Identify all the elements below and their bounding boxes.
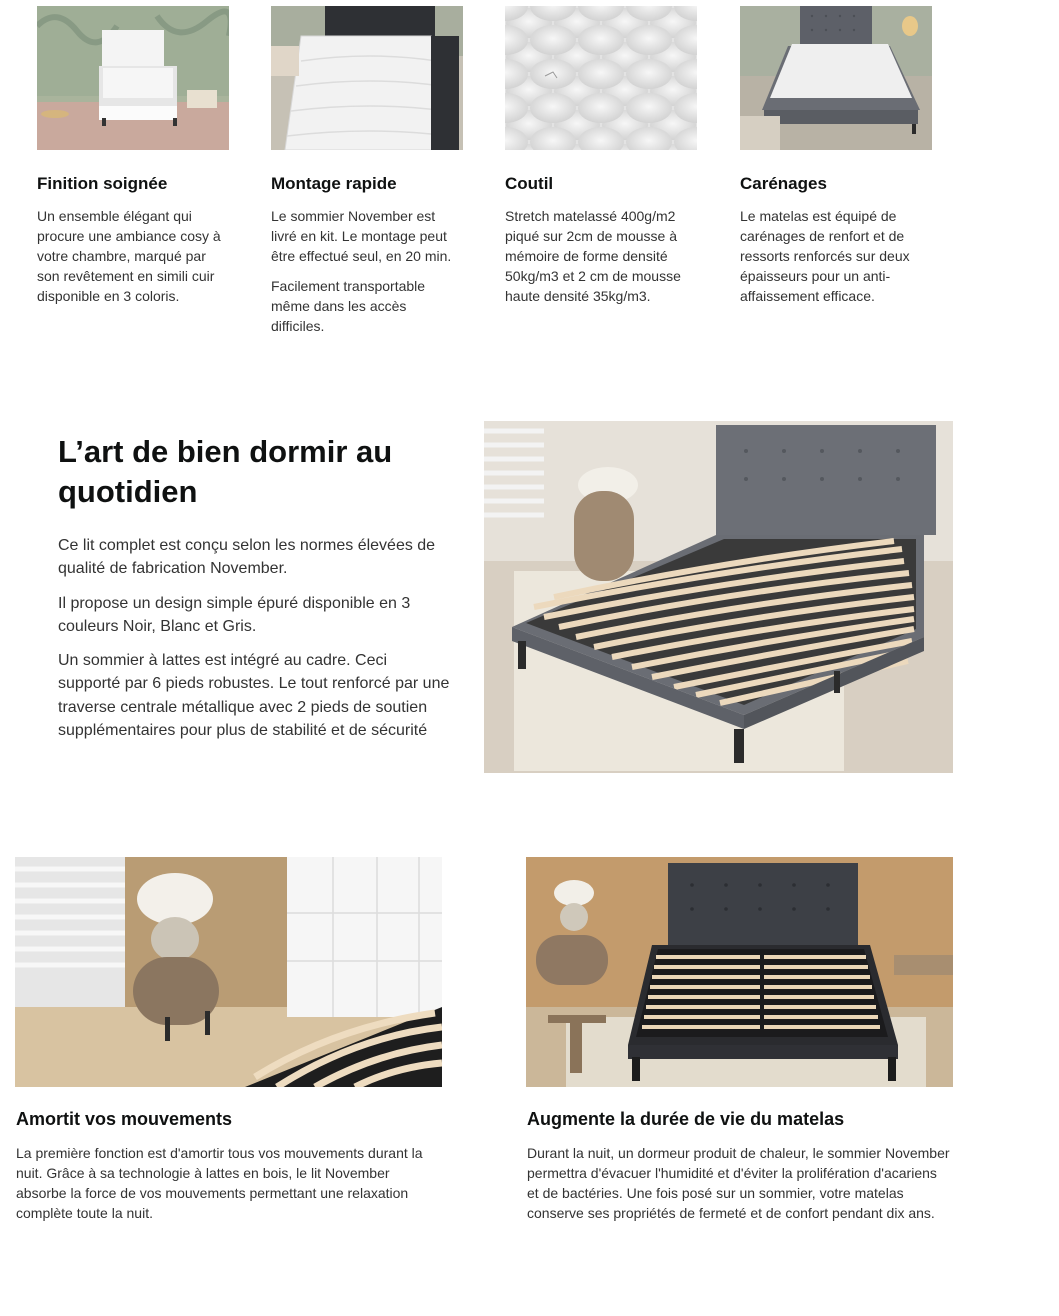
feature-title: Coutil (505, 174, 554, 193)
grey-bed-frame-slats-image[interactable] (484, 421, 953, 773)
feature-title: Augmente la durée de vie du matelas (527, 1109, 845, 1129)
white-bed-mattress-image[interactable] (37, 6, 229, 150)
feature-amortit (15, 857, 442, 1221)
grey-bed-mattress-image[interactable] (740, 6, 932, 150)
feature-title: Amortit vos mouvements (16, 1109, 233, 1129)
hero-body: Ce lit complet est conçu selon les normes élevées de qualité de fabrication November. Il propose un design simple épuré disponible en 3 couleurs Noir, Blanc et Gris. Un sommier à lattes est intégré au cadre. Ceci supporté par 6 pieds robustes. Le tout renforcé par une traverse centrale métallique avec 2 pieds de soutien supplémentaires pour plus de stabilité et de sécurité (58, 537, 450, 740)
quilted-fabric-closeup-image[interactable] (505, 6, 697, 150)
feature-duree-vie (526, 857, 953, 1221)
feature-title: Finition soignée (37, 174, 168, 193)
feature-title: Carénages (740, 174, 827, 193)
dark-bed-room-image[interactable] (526, 857, 953, 1087)
feature-description: Durant la nuit, un dormeur produit de chaleur, le sommier November permettra d'évacuer l'humidité et d'éviter la prolifération d'acariens et de bactéries. Une fois posé sur un sommier, votre matelas conserve ses propriétés de fermeté et de confort pendant dix ans. (527, 1145, 950, 1221)
feature-description: La première fonction est d'amortir tous vos mouvements durant la nuit. Grâce à sa technologie à lattes en bois, le lit November absorbe la force de vos mouvements permettant une relaxation complète toute la nuit. (16, 1145, 423, 1221)
white-bed-closeup-image[interactable] (15, 857, 442, 1087)
feature-title: Montage rapide (271, 174, 397, 193)
feature-carenages (740, 6, 932, 304)
hero-text-block (58, 432, 450, 742)
feature-description: Le matelas est équipé de carénages de renfort et de ressorts renforcés sur deux épaisseurs pour un anti-affaissement efficace. (740, 208, 910, 304)
dark-bed-mattress-image[interactable] (271, 6, 463, 150)
feature-description: Stretch matelassé 400g/m2 piqué sur 2cm de mousse à mémoire de forme densité 50kg/m3 et 2 cm de mousse haute densité 35kg/m3. (505, 208, 681, 304)
feature-description: Le sommier November est livré en kit. Le montage peut être effectué seul, en 20 min. Facilement transportable même dans les accès difficiles. (271, 208, 452, 334)
feature-montage (271, 6, 463, 334)
feature-description: Un ensemble élégant qui procure une ambiance cosy à votre chambre, marqué par son revêtement en simili cuir disponible en 3 coloris. (37, 208, 221, 304)
feature-finition (37, 6, 229, 304)
hero-title: L’art de bien dormir au quotidien (58, 434, 393, 509)
feature-coutil (505, 6, 697, 304)
